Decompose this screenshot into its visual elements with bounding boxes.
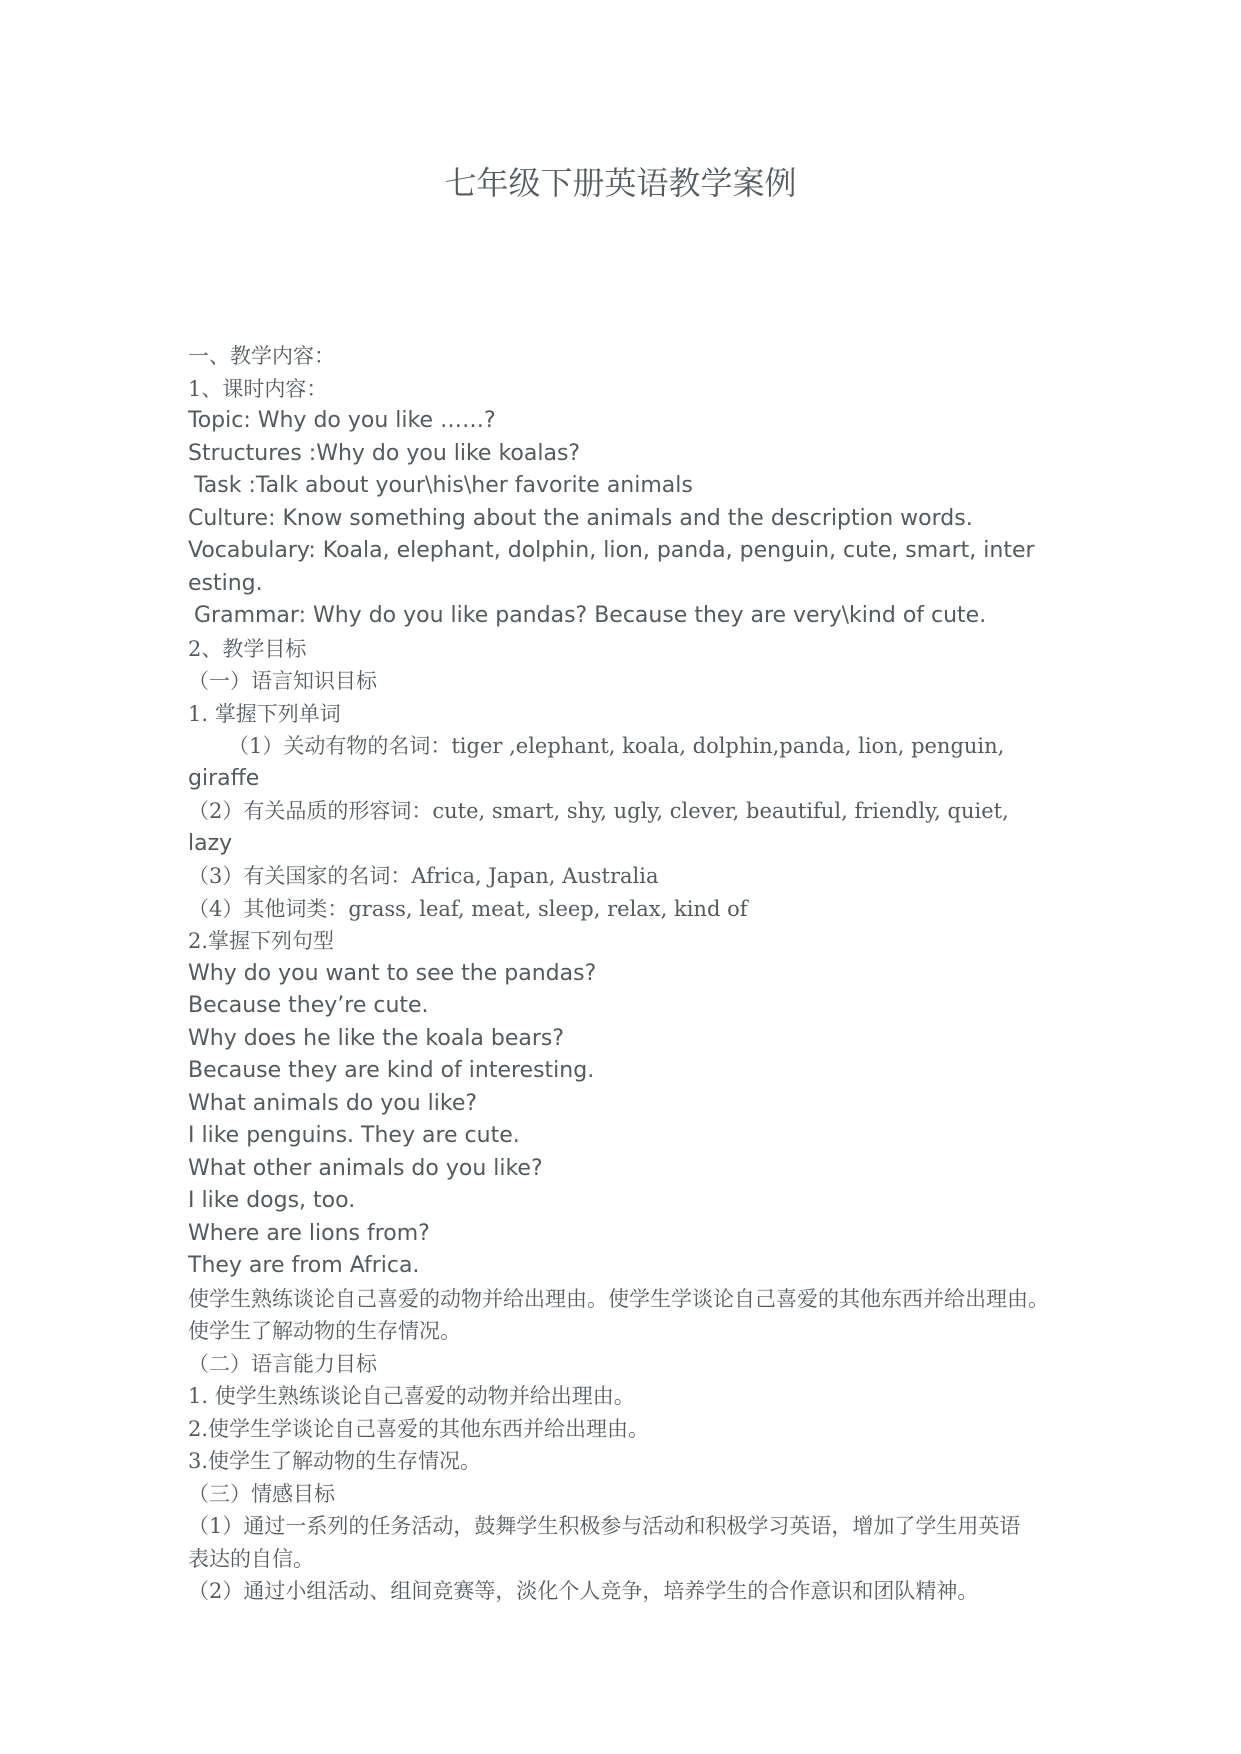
objective-item: （2）通过小组活动、组间竞赛等，淡化个人竞争，培养学生的合作意识和团队精神。 xyxy=(188,1579,979,1603)
vocabulary-line: Vocabulary: Koala, elephant, dolphin, lion, panda, penguin, cute, smart, inter xyxy=(188,538,1035,563)
vocab-list-item: （3）有关国家的名词：Africa, Japan, Australia xyxy=(188,864,659,888)
objective-item: 2.使学生学谈论自己喜爱的其他东西并给出理由。 xyxy=(188,1416,650,1441)
objective-item: 3.使学生了解动物的生存情况。 xyxy=(188,1449,482,1473)
vocab-list-item: （2）有关品质的形容词：cute, smart, shy, ugly, clever, beautiful, friendly, quiet, xyxy=(188,799,1009,823)
sentence-line: Where are lions from? xyxy=(188,1220,430,1246)
objective-item-cont: 表达的自信。 xyxy=(188,1546,314,1571)
sentence-line: Because they’re cute. xyxy=(188,993,429,1018)
subsection-heading: 1、课时内容： xyxy=(188,376,328,401)
sentence-line: I like penguins. They are cute. xyxy=(188,1123,520,1148)
vocab-list-item: （4）其他词类：grass, leaf, meat, sleep, relax, kind of xyxy=(188,896,748,921)
vocabulary-line-cont: esting. xyxy=(188,570,263,596)
section-heading: 一、教学内容： xyxy=(188,344,335,368)
sentence-line: I like dogs, too. xyxy=(188,1188,356,1213)
objective-heading: （三）情感目标 xyxy=(188,1481,335,1506)
objective-item: 1. 使学生熟练谈论自己喜爱的动物并给出理由。 xyxy=(188,1384,635,1408)
sentence-line: They are from Africa. xyxy=(188,1253,420,1278)
vocab-list-item: （1）关动有物的名词：tiger ,elephant, koala, dolphin,panda, lion, penguin, xyxy=(228,734,1005,758)
sentence-line: Because they are kind of interesting. xyxy=(188,1058,595,1083)
objective-heading: （一）语言知识目标 xyxy=(188,669,377,693)
paragraph-line: 使学生了解动物的生存情况。 xyxy=(188,1319,461,1343)
vocab-list-item-cont: lazy xyxy=(188,830,233,856)
document-body xyxy=(188,340,1068,1608)
topic-line: Topic: Why do you like ……? xyxy=(188,408,496,433)
paragraph-line: 使学生熟练谈论自己喜爱的动物并给出理由。使学生学谈论自己喜爱的其他东西并给出理由。 xyxy=(188,1286,1049,1311)
task-line: Task :Talk about your\his\her favorite animals xyxy=(194,473,693,498)
vocab-list-item-cont: giraffe xyxy=(188,765,260,791)
sentence-line: What other animals do you like? xyxy=(188,1155,543,1181)
objective-heading: （二）语言能力目标 xyxy=(188,1351,377,1376)
objective-item: （1）通过一系列的任务活动，鼓舞学生积极参与活动和积极学习英语，增加了学生用英语 xyxy=(188,1514,1021,1538)
list-heading: 2.掌握下列句型 xyxy=(188,929,335,953)
culture-line: Culture: Know something about the animals and the description words. xyxy=(188,505,973,531)
subsection-heading: 2、教学目标 xyxy=(188,636,307,661)
sentence-line: Why do you want to see the pandas? xyxy=(188,960,597,986)
sentence-line: What animals do you like? xyxy=(188,1090,478,1116)
document-title: 七年级下册英语教学案例 xyxy=(444,164,797,202)
grammar-line: Grammar: Why do you like pandas? Because they are very\kind of cute. xyxy=(194,603,987,628)
sentence-line: Why does he like the koala bears? xyxy=(188,1025,565,1051)
list-heading: 1. 掌握下列单词 xyxy=(188,701,341,726)
structures-line: Structures :Why do you like koalas? xyxy=(188,440,581,466)
